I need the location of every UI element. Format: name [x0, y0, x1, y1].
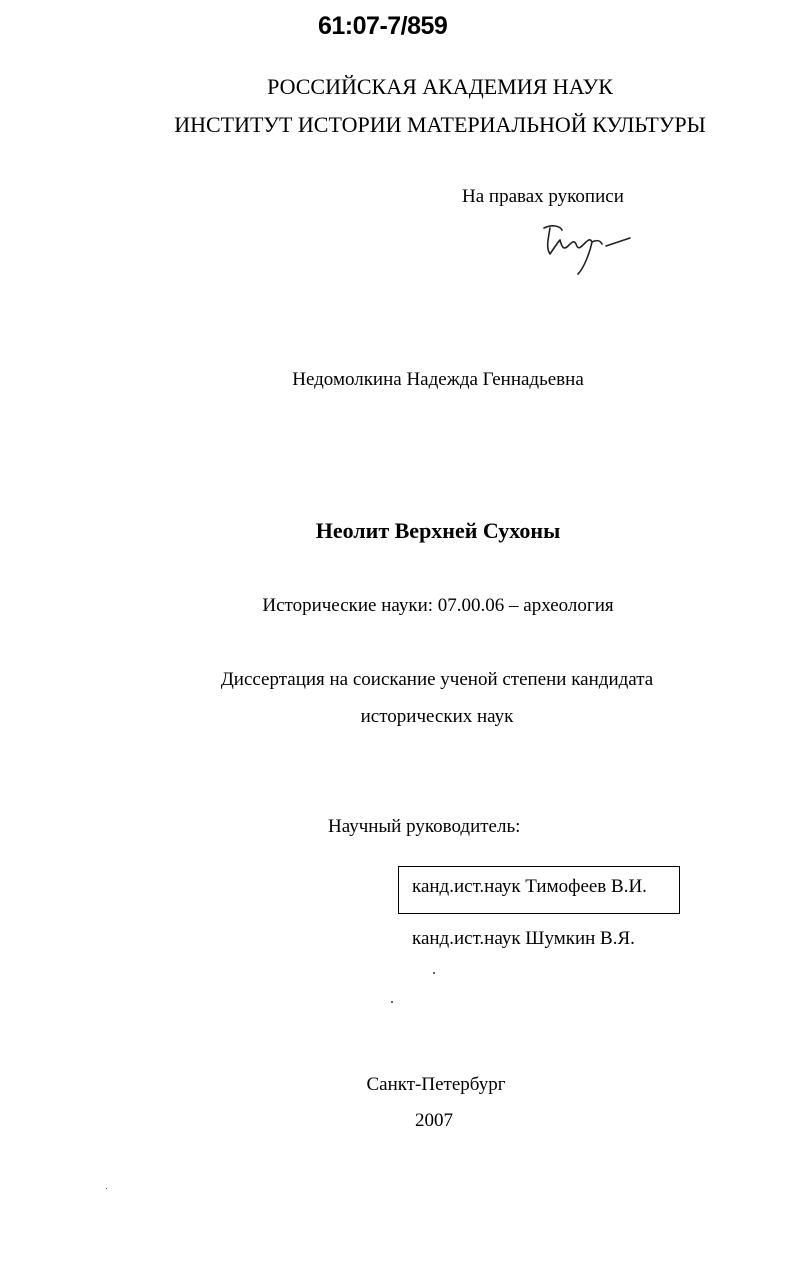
- specialty: Исторические науки: 07.00.06 – археология: [262, 595, 614, 616]
- degree-line-1: Диссертация на соискание ученой степени кандидата: [220, 669, 654, 690]
- city: Санкт-Петербург: [366, 1074, 506, 1095]
- scan-speck: [106, 1188, 107, 1189]
- dissertation-title: Неолит Верхней Сухоны: [315, 518, 561, 543]
- handwritten-signature: [538, 218, 638, 278]
- author-name: Недомолкина Надежда Геннадьевна: [292, 369, 584, 390]
- rights-note: На правах рукописи: [462, 186, 624, 207]
- organization-line-1: РОССИЙСКАЯ АКАДЕМИЯ НАУК: [267, 74, 613, 99]
- scan-speck: [391, 1001, 393, 1003]
- advisor-label: Научный руководитель:: [328, 816, 521, 837]
- advisor-1: канд.ист.наук Тимофеев В.И.: [412, 876, 647, 897]
- degree-line-2: исторических наук: [360, 706, 514, 727]
- year: 2007: [415, 1110, 453, 1131]
- advisor-2: канд.ист.наук Шумкин В.Я.: [412, 928, 635, 949]
- scan-speck: [433, 972, 435, 974]
- catalog-stamp: 61:07-7/859: [318, 12, 448, 40]
- organization-line-2: ИНСТИТУТ ИСТОРИИ МАТЕРИАЛЬНОЙ КУЛЬТУРЫ: [174, 112, 706, 137]
